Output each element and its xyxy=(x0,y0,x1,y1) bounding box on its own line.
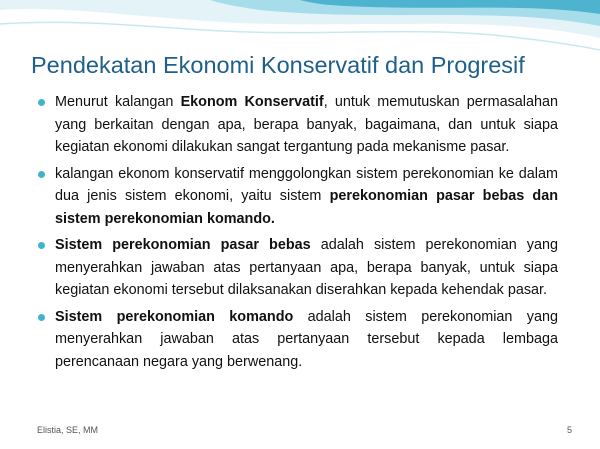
bullet-item xyxy=(36,234,558,302)
bullet-text xyxy=(55,237,558,298)
bullet-text xyxy=(55,166,558,227)
bullet-dot-icon xyxy=(38,171,45,178)
bullet-text-part: kalangan ekonom konservatif menggolongkan sistem perekonomian ke dalam dua jenis sistem ekonomi, yaitu sistem xyxy=(55,165,558,204)
bullet-item xyxy=(36,306,558,374)
footer-author: Elistia, SE, MM xyxy=(37,425,99,435)
bullet-text-bold: Ekonom Konservatif xyxy=(180,94,324,110)
bullet-dot-icon xyxy=(38,314,45,321)
bullet-list xyxy=(36,91,558,373)
bullet-text xyxy=(55,94,558,155)
bullet-dot-icon xyxy=(38,242,45,249)
bullet-text-bold: Sistem perekonomian komando xyxy=(55,308,294,325)
bullet-text-part: , untuk memutuskan permasalahan yang berkaitan dengan apa, berapa banyak, bagaimana, dan untuk siapa kegiatan ekonomi dilakukan sangat tergantung pada mekanisme pasar. xyxy=(55,94,559,155)
bullet-item xyxy=(36,91,558,159)
bullet-text xyxy=(55,309,558,370)
wave-line xyxy=(0,22,600,50)
page-number: 5 xyxy=(566,425,572,435)
bullet-text-part: adalah sistem perekonomian yang menyerahkan jawaban atas pertanyaan tersebut kepada lembaga perencanaan negara yang berwenang. xyxy=(55,308,558,370)
bullet-text-part: adalah sistem perekonomian yang menyerahkan jawaban atas pertanyaan apa, berapa banyak, untuk siapa kegiatan ekonomi tersebut dilaksanakan diserahkan kepada kehendak pasar. xyxy=(55,237,558,298)
bullet-text-bold: perekonomian pasar bebas dan sistem perekonomian komando. xyxy=(55,188,558,227)
bullet-text-bold: Sistem perekonomian pasar bebas xyxy=(55,237,311,253)
slide-title: Pendekatan Ekonomi Konservatif dan Progresif xyxy=(31,52,525,78)
bullet-item xyxy=(36,163,558,231)
bullet-dot-icon xyxy=(38,99,45,106)
bullet-text-part: Menurut kalangan xyxy=(55,94,181,110)
